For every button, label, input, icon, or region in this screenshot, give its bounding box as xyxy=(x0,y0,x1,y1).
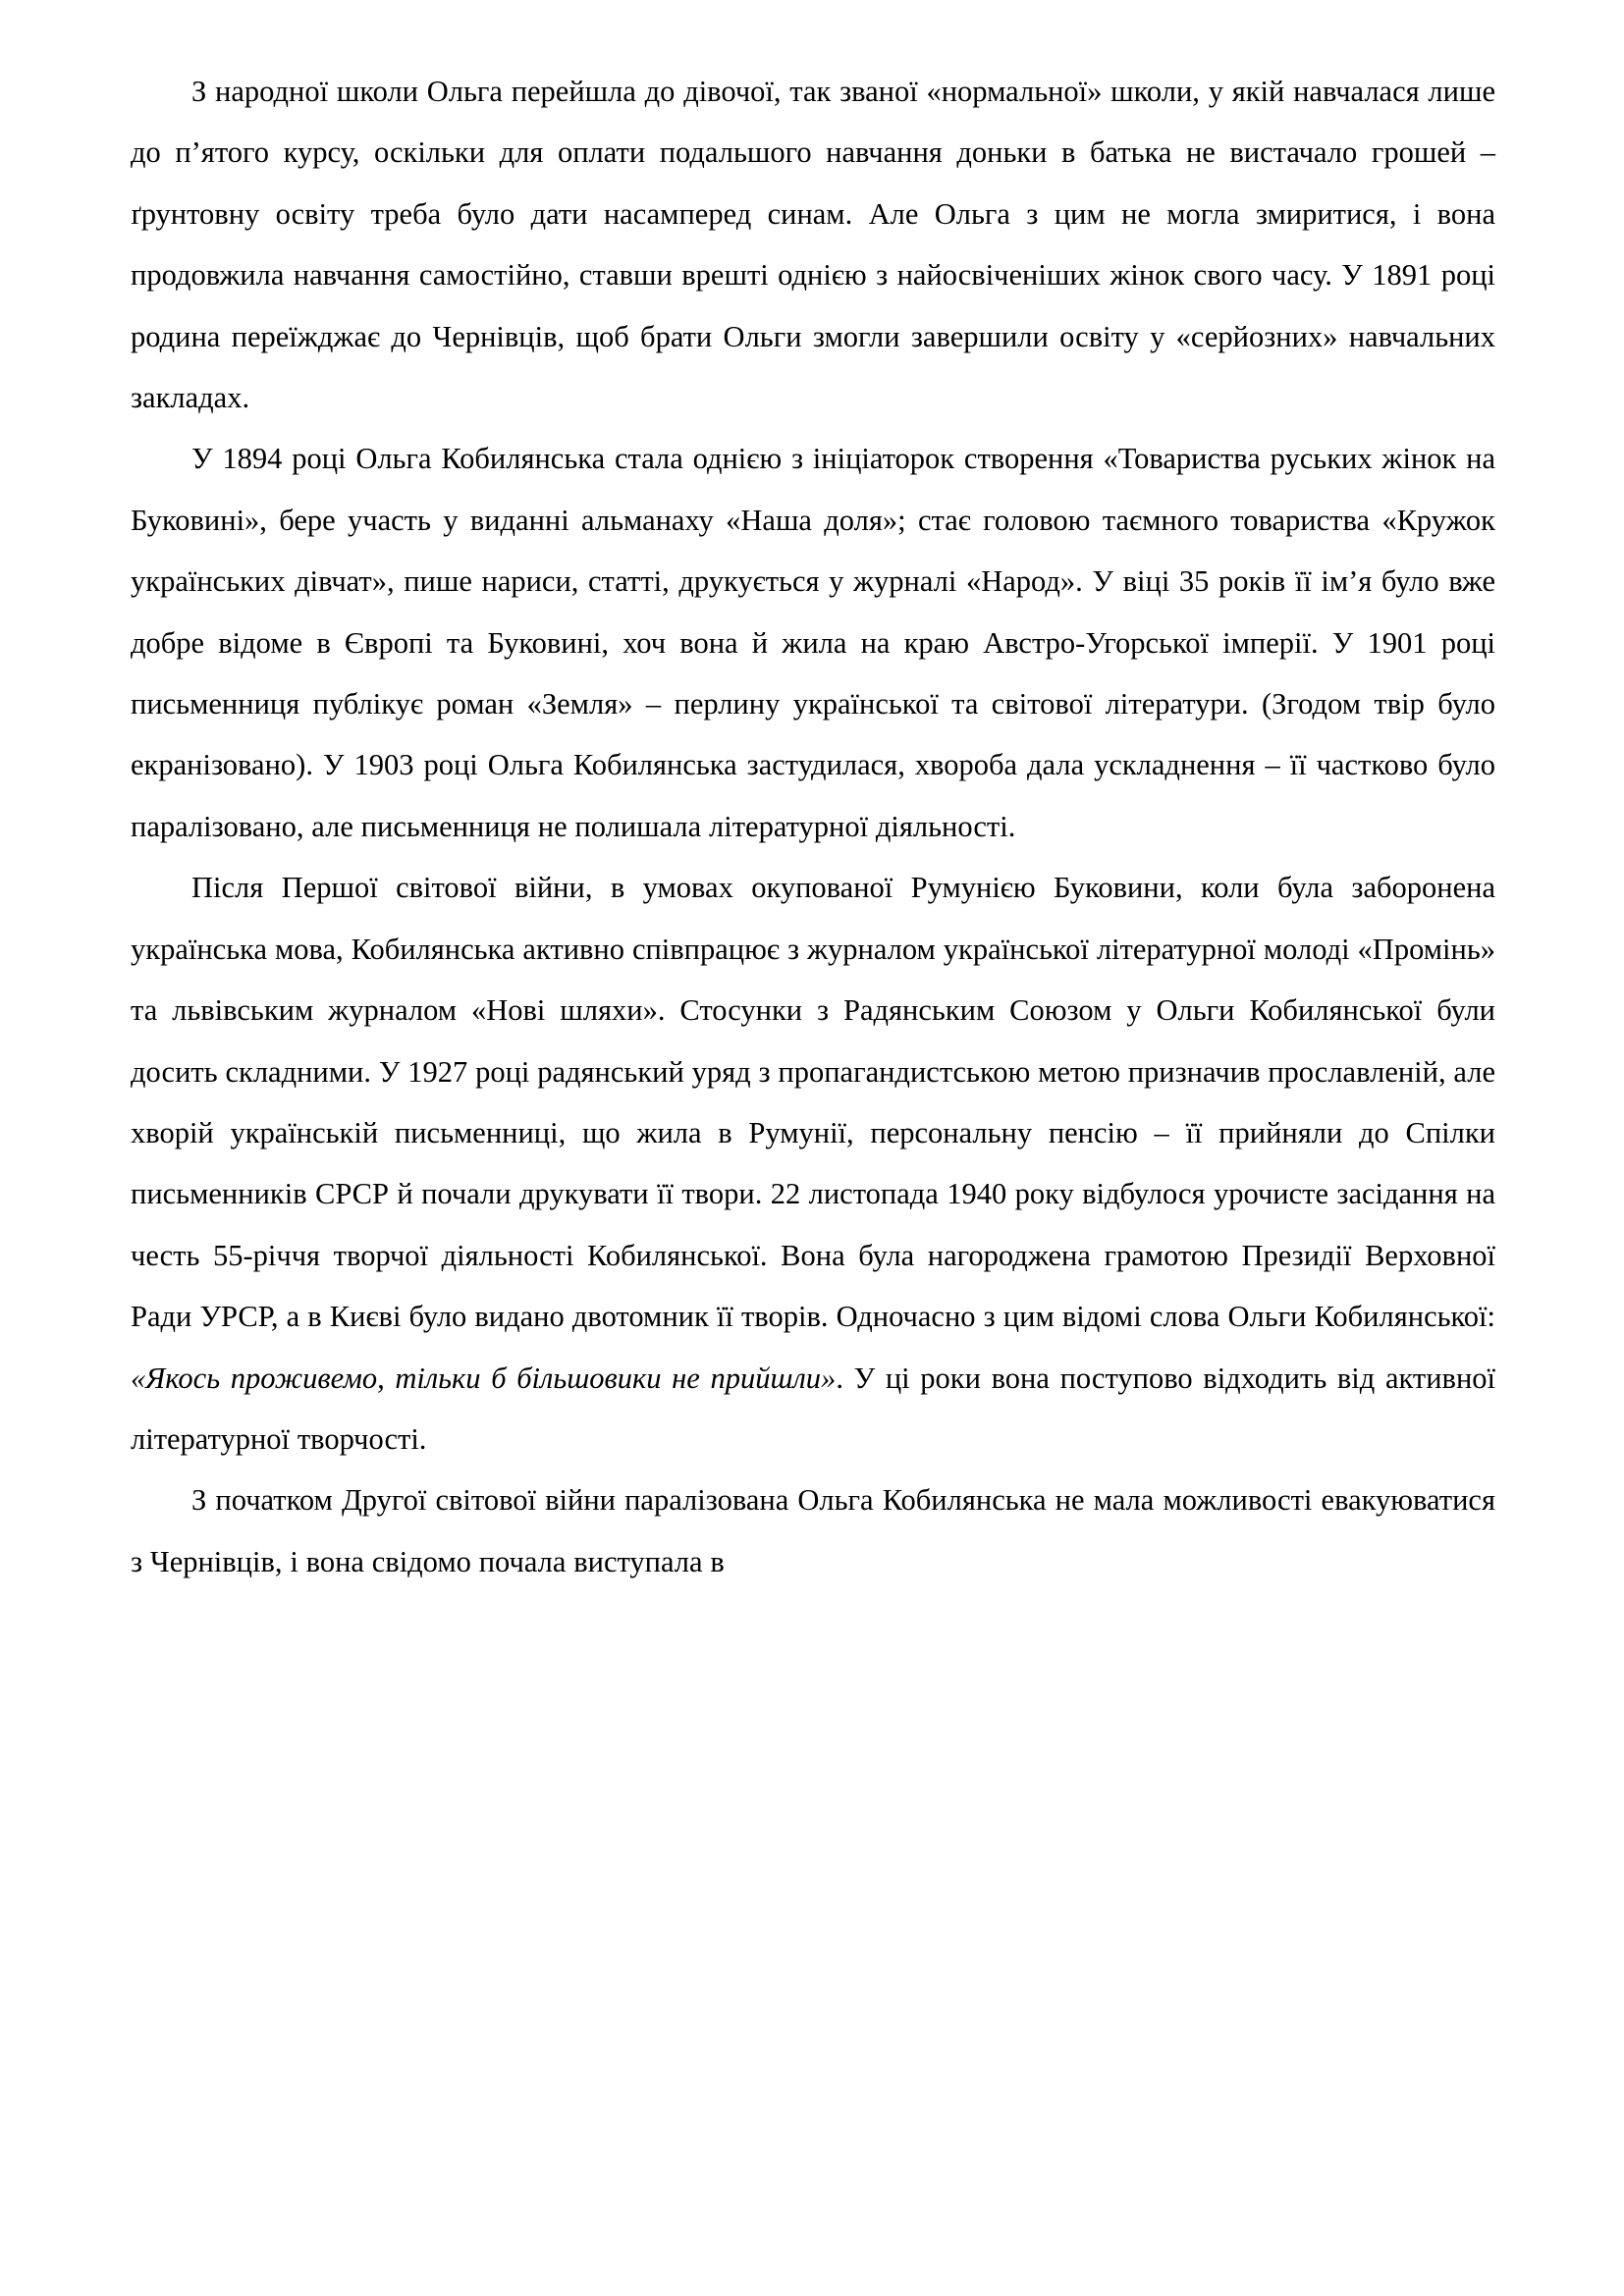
text-run-italic: «Якось проживемо, тільки б більшовики не прийшли» xyxy=(131,1361,837,1395)
text-run-normal: Після Першої світової війни, в умовах окупованої Румунією Буковини, коли була заборонена українська мова, Кобилянська активно співпрацює з журналом української літературної молоді «Промінь» та львівським журналом «Нові шляхи». Стосунки з Радянським Союзом у Ольги Кобилянської були досить складними. У 1927 році радянський уряд з пропагандистською метою призначив прославленій, але хворій українській письменниці, що жила в Румунії, персональну пенсію – її прийняли до Спілки письменників СРСР й почали друкувати її твори. 22 листопада 1940 року відбулося урочисте засідання на честь 55-річчя творчої діяльності Кобилянської. Вона була нагороджена грамотою Президії Верховної Ради УРСР, а в Києві було видано двотомник її творів. Одночасно з цим відомі слова Ольги Кобилянської: xyxy=(131,871,1495,1334)
body-text-column xyxy=(131,61,1495,1592)
text-run-normal: З початком Другої світової війни паралізована Ольга Кобилянська не мала можливості евакуюватися з Чернівців, і вона свідомо почала виступала в xyxy=(131,1483,1495,1578)
text-run-normal: З народної школи Ольга перейшла до дівочої, так званої «нормальної» школи, у якій навчалася лише до п’ятого курсу, оскільки для оплати подальшого навчання доньки в батька не вистачало грошей – ґрунтовну освіту треба було дати насамперед синам. Але Ольга з цим не могла змиритися, і вона продовжила навчання самостійно, ставши врешті однією з найосвіченіших жінок свого часу. У 1891 році родина переїжджає до Чернівців, щоб брати Ольги змогли завершили освіту у «серйозних» навчальних закладах. xyxy=(131,75,1495,415)
paragraph-2 xyxy=(131,428,1495,857)
paragraph-4 xyxy=(131,1469,1495,1592)
text-run-normal: . У ці роки вона поступово відходить від активної літературної творчості. xyxy=(131,1361,1495,1456)
paragraph-3 xyxy=(131,857,1495,1469)
paragraph-1 xyxy=(131,61,1495,428)
text-run-normal: У 1894 році Ольга Кобилянська стала однією з ініціаторок створення «Товариства руських жінок на Буковині», бере участь у виданні альманаху «Наша доля»; стає головою таємного товариства «Кружок українських дівчат», пише нариси, статті, друкується у журналі «Народ». У віці 35 років її ім’я було вже добре відоме в Європі та Буковині, хоч вона й жила на краю Австро-Угорської імперії. У 1901 році письменниця публікує роман «Земля» – перлину української та світової літератури. (Згодом твір було екранізовано). У 1903 році Ольга Кобилянська застудилася, хвороба дала ускладнення – її частково було паралізовано, але письменниця не полишала літературної діяльності. xyxy=(131,442,1495,843)
